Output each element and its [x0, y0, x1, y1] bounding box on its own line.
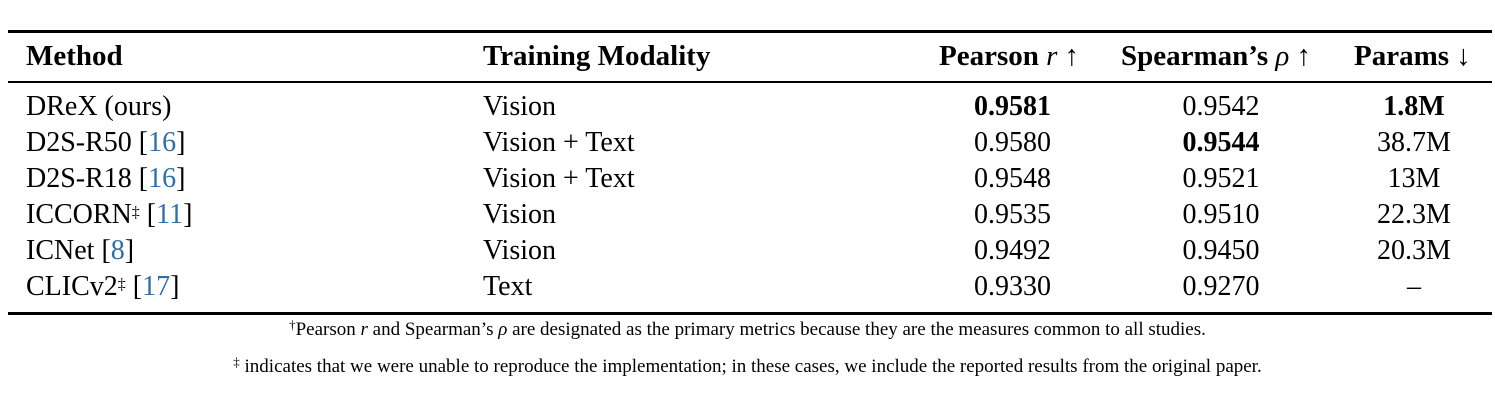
- up-arrow-icon: ↑: [1296, 40, 1312, 72]
- modality-cell: Vision + Text: [483, 127, 635, 158]
- pearson-cell: 0.9580: [974, 127, 1051, 158]
- pearson-cell: 0.9535: [974, 199, 1051, 230]
- modality-cell: Vision: [483, 91, 556, 122]
- footnote-double-dagger: [0, 355, 1495, 379]
- spearman-cell: 0.9521: [1182, 163, 1260, 194]
- table-header-rule: [8, 81, 1492, 83]
- method-name: D2S-R50: [26, 127, 132, 158]
- method-name: CLICv2: [26, 271, 118, 302]
- method-name: DReX (ours): [26, 91, 172, 122]
- header-spearman-label: Spearman’s: [1121, 40, 1269, 72]
- params-cell-best: 1.8M: [1383, 91, 1445, 122]
- footnote-text: indicates that we were unable to reproduce the implementation; in these cases, we include the reported results from the original paper.: [239, 356, 1262, 377]
- table-row: [0, 234, 1495, 270]
- header-params-label: Params: [1354, 40, 1450, 72]
- spearman-cell-best: 0.9544: [1182, 127, 1260, 158]
- method-name: D2S-R18: [26, 163, 132, 194]
- method-cell: ICCORN‡ [11]: [26, 199, 193, 230]
- footnote-dagger: [0, 318, 1495, 342]
- table-top-rule: [8, 30, 1492, 33]
- spearman-cell: 0.9450: [1182, 235, 1260, 266]
- pearson-cell: 0.9330: [974, 271, 1051, 302]
- footnote-text-a: Pearson: [295, 319, 361, 340]
- modality-cell: Text: [483, 271, 533, 302]
- down-arrow-icon: ↓: [1456, 40, 1471, 72]
- double-dagger-mark: ‡: [233, 354, 240, 369]
- header-pearson-symbol: r: [1046, 40, 1058, 72]
- table-row: [0, 90, 1495, 126]
- table-row: [0, 198, 1495, 234]
- citation-link[interactable]: 16: [148, 127, 177, 158]
- double-dagger-mark: ‡: [117, 276, 126, 293]
- table-row: [0, 162, 1495, 198]
- citation-link[interactable]: 8: [110, 235, 125, 266]
- params-cell: –: [1407, 271, 1421, 302]
- footnote-text-b: and Spearman’s: [367, 319, 499, 340]
- params-cell: 13M: [1387, 163, 1441, 194]
- header-spearman: [1121, 39, 1311, 73]
- dagger-mark: †: [289, 317, 296, 332]
- modality-cell: Vision: [483, 199, 556, 230]
- citation-link[interactable]: 17: [142, 271, 171, 302]
- method-cell: CLICv2‡ [17]: [26, 271, 180, 302]
- params-cell: 20.3M: [1377, 235, 1451, 266]
- header-method: Method: [26, 40, 123, 72]
- method-cell: [26, 90, 171, 124]
- params-cell: 22.3M: [1377, 199, 1451, 230]
- table-bottom-rule: [8, 312, 1492, 315]
- header-training-modality: Training Modality: [483, 40, 711, 72]
- header-pearson: [939, 39, 1079, 73]
- footnote-text-c: are designated as the primary metrics because they are the measures common to all studies.: [507, 319, 1206, 340]
- table-row: [0, 270, 1495, 306]
- footnote-r-symbol: r: [360, 319, 368, 340]
- pearson-cell-best: 0.9581: [974, 91, 1051, 122]
- spearman-cell: 0.9542: [1182, 91, 1260, 122]
- citation-link[interactable]: 16: [148, 163, 177, 194]
- header-params: [1354, 39, 1471, 73]
- pearson-cell: 0.9492: [974, 235, 1051, 266]
- params-cell: 38.7M: [1377, 127, 1451, 158]
- spearman-cell: 0.9270: [1182, 271, 1260, 302]
- spearman-cell: 0.9510: [1182, 199, 1260, 230]
- method-cell: D2S-R50 [16]: [26, 127, 186, 158]
- footnote-rho-symbol: ρ: [498, 319, 508, 340]
- method-name: ICCORN: [26, 199, 132, 230]
- method-name: ICNet: [26, 235, 95, 266]
- up-arrow-icon: ↑: [1064, 40, 1080, 72]
- modality-cell: Vision: [483, 235, 556, 266]
- method-cell: D2S-R18 [16]: [26, 163, 186, 194]
- pearson-cell: 0.9548: [974, 163, 1051, 194]
- method-cell: ICNet [8]: [26, 235, 135, 266]
- modality-cell: Vision + Text: [483, 163, 635, 194]
- header-spearman-symbol: ρ: [1275, 40, 1290, 72]
- table-row: [0, 126, 1495, 162]
- double-dagger-mark: ‡: [131, 204, 140, 221]
- header-pearson-label: Pearson: [939, 40, 1039, 72]
- citation-link[interactable]: 11: [156, 199, 184, 230]
